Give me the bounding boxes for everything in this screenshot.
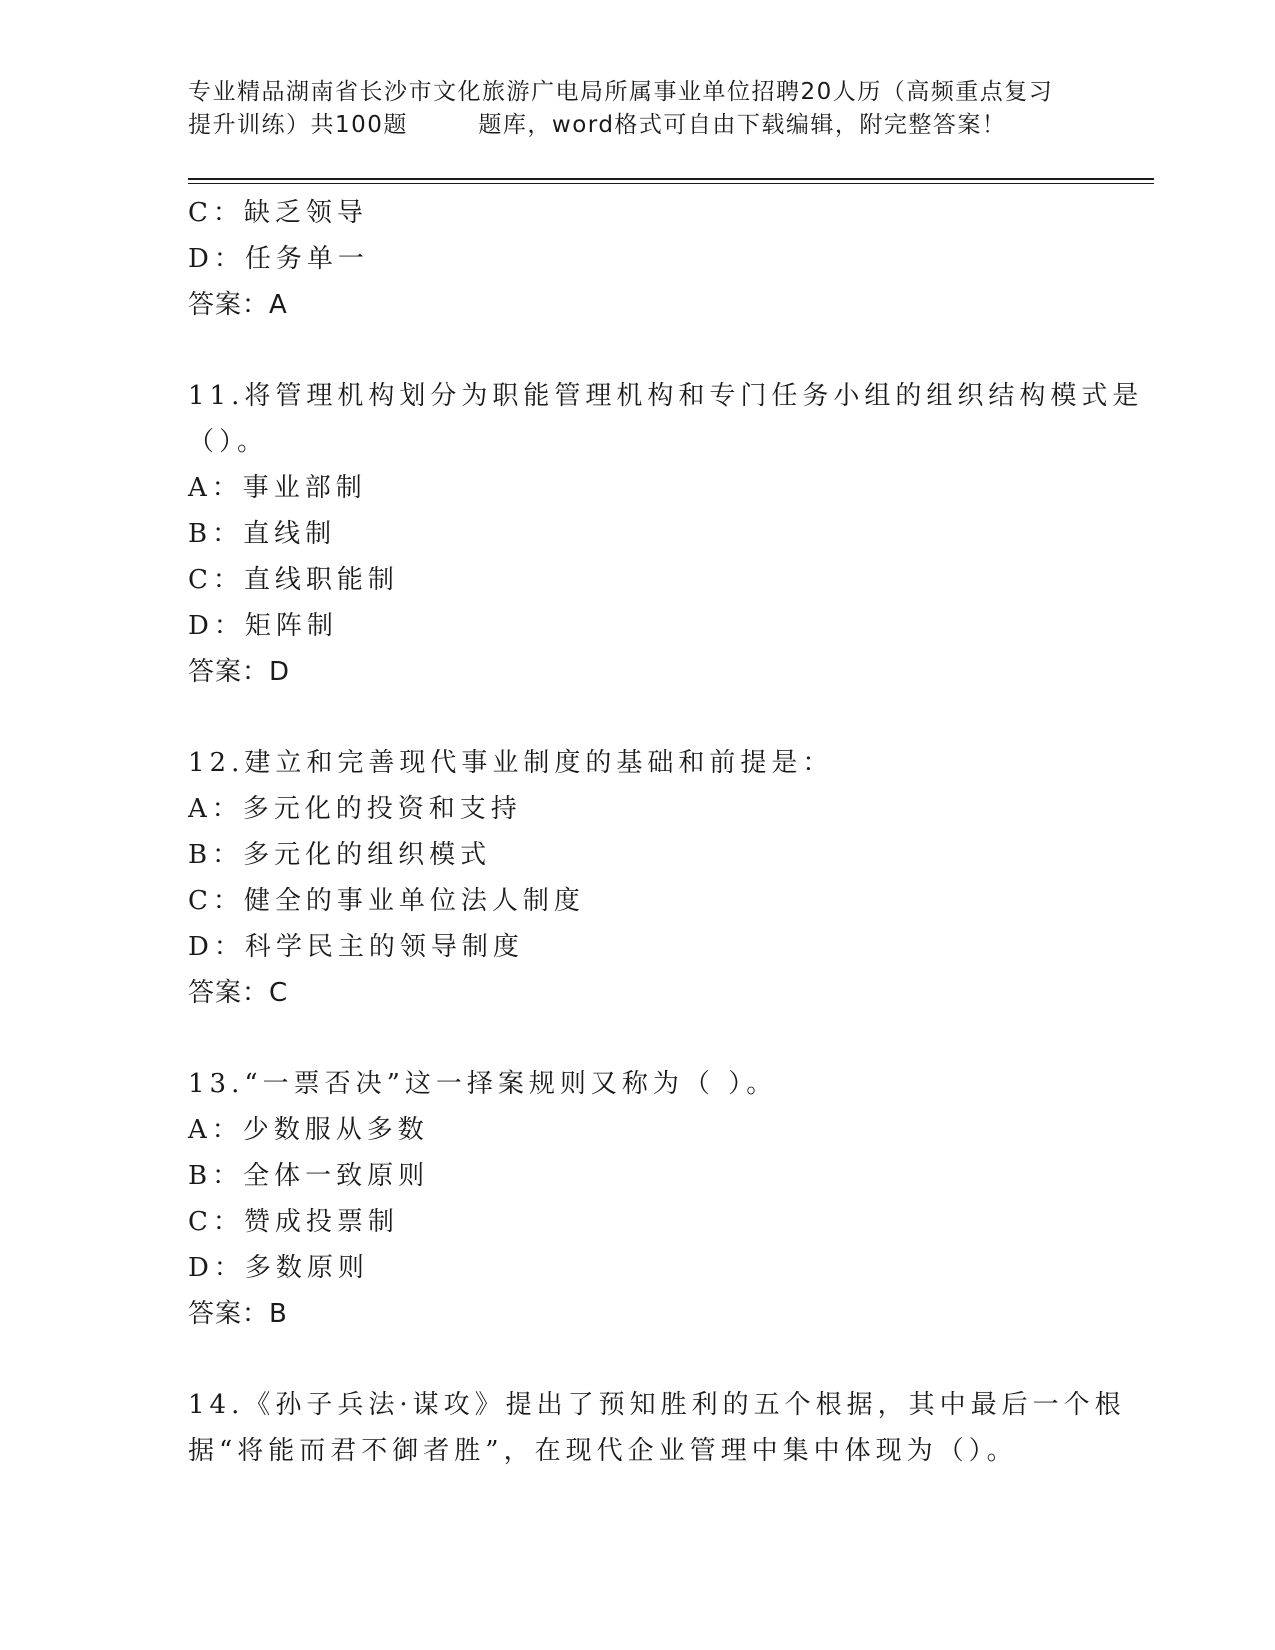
header-divider (188, 178, 1154, 184)
option-d (188, 603, 1088, 649)
question-stem: 12.建立和完善现代事业制度的基础和前提是： (188, 748, 834, 778)
question-stem: 14.《孙子兵法·谋攻》提出了预知胜利的五个根据，其中最后一个根 (188, 1390, 1126, 1420)
option-b (188, 832, 1088, 878)
answer: 答案：D (188, 657, 291, 687)
question-11 (188, 373, 1144, 695)
option-c (188, 1199, 1088, 1245)
question-stem: 13.“一票否决”这一择案规则又称为（ ）。 (188, 1069, 778, 1099)
question-14 (188, 1382, 1126, 1474)
prev-question-tail (188, 190, 1088, 328)
answer: 答案：A (188, 290, 288, 320)
document-body (188, 190, 1144, 1474)
answer: 答案：B (188, 1299, 288, 1329)
option-letter: B： (188, 840, 244, 870)
question-13 (188, 1061, 1088, 1337)
option-text: 任务单一 (244, 244, 369, 274)
option-letter: B： (188, 519, 244, 549)
question-stem-cont: （）。 (188, 427, 269, 457)
option-text: 多元化的投资和支持 (242, 794, 522, 824)
option-text: 赞成投票制 (243, 1207, 399, 1237)
option-text: 多元化的组织模式 (243, 840, 492, 870)
option-letter: D： (188, 244, 245, 274)
question-stem-cont: 据“将能而君不御者胜”，在现代企业管理中集中体现为（）。 (188, 1436, 1018, 1466)
option-d (188, 924, 1088, 970)
option-b (188, 511, 1088, 557)
option-a (188, 1107, 1088, 1153)
option-text: 直线制 (243, 519, 337, 549)
question-stem: 11.将管理机构划分为职能管理机构和专门任务小组的组织结构模式是 (188, 381, 1144, 411)
option-text: 缺乏领导 (243, 198, 368, 228)
question-12 (188, 740, 1088, 1016)
option-text: 科学民主的领导制度 (244, 932, 524, 962)
page-header (188, 76, 1078, 142)
option-c (188, 878, 1088, 924)
option-text: 多数原则 (244, 1253, 369, 1283)
option-letter: C： (188, 565, 244, 595)
option-c (188, 557, 1088, 603)
option-d (188, 1245, 1088, 1291)
option-c (188, 190, 1088, 236)
option-letter: A： (188, 473, 243, 503)
option-letter: B： (188, 1161, 244, 1191)
option-letter: D： (188, 932, 245, 962)
option-text: 直线职能制 (243, 565, 399, 595)
option-text: 全体一致原则 (243, 1161, 430, 1191)
option-letter: C： (188, 198, 244, 228)
option-text: 健全的事业单位法人制度 (243, 886, 585, 916)
option-a (188, 786, 1088, 832)
header-line-1: 专业精品湖南省长沙市文化旅游广电局所属事业单位招聘20人历（高频重点复习 (188, 79, 1054, 105)
option-d (188, 236, 1088, 282)
option-a (188, 465, 1088, 511)
option-letter: D： (188, 1253, 245, 1283)
option-letter: D： (188, 611, 245, 641)
option-letter: C： (188, 1207, 244, 1237)
option-text: 少数服从多数 (242, 1115, 429, 1145)
option-text: 矩阵制 (244, 611, 338, 641)
option-letter: A： (188, 794, 243, 824)
answer: 答案：C (188, 978, 289, 1008)
option-text: 事业部制 (242, 473, 367, 503)
option-letter: C： (188, 886, 244, 916)
header-line-2: 提升训练）共100题 题库，word格式可自由下载编辑，附完整答案！ (188, 112, 1007, 138)
option-letter: A： (188, 1115, 243, 1145)
option-b (188, 1153, 1088, 1199)
